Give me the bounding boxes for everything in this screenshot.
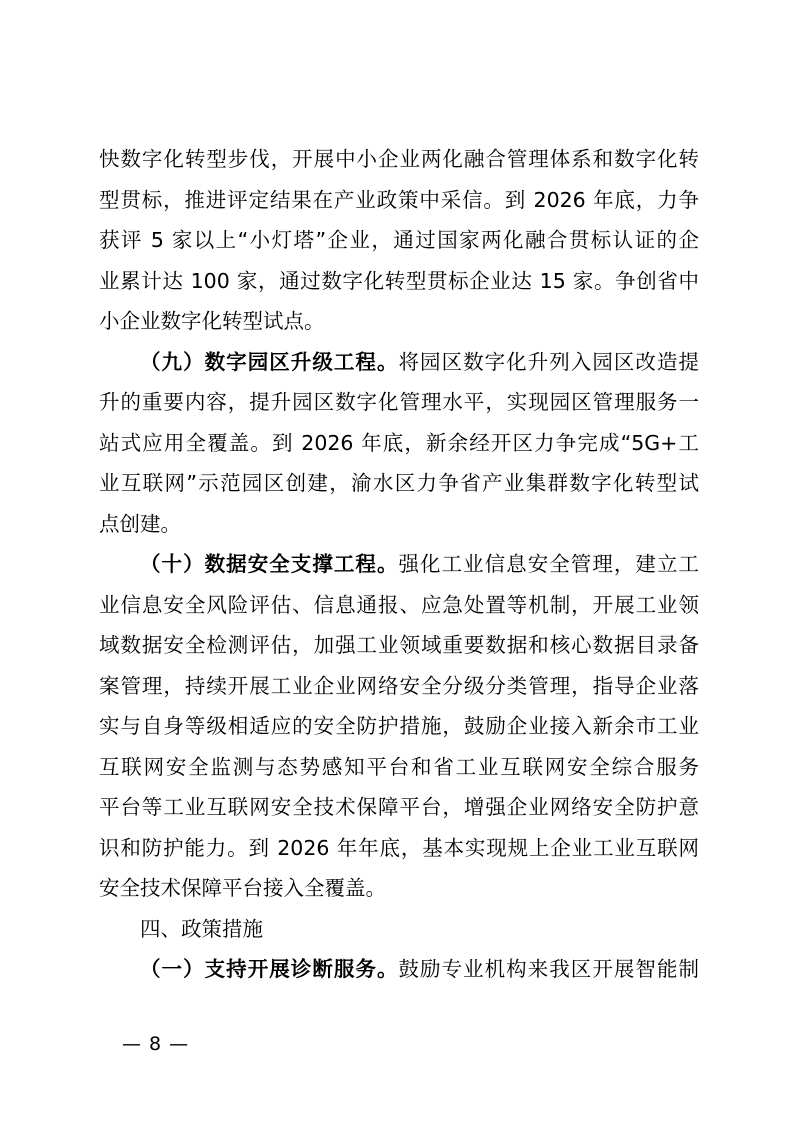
text-line bbox=[99, 706, 699, 747]
line-text: 四、政策措施 bbox=[140, 916, 263, 941]
section-heading bbox=[99, 909, 699, 950]
line-text: 点创建。 bbox=[99, 511, 181, 536]
text-line bbox=[99, 342, 699, 383]
line-text: 快数字化转型步伐，开展中小企业两化融合管理体系和数字化转 bbox=[99, 147, 699, 171]
line-text: 获评 5 家以上“小灯塔”企业，通过国家两化融合贯标认证的企 bbox=[99, 228, 699, 252]
text-line bbox=[99, 787, 699, 828]
line-text: 业互联网”示范园区创建，渝水区力争省产业集群数字化转型试 bbox=[99, 471, 699, 495]
text-line bbox=[99, 949, 699, 990]
line-text: 站式应用全覆盖。到 2026 年底，新余经开区力争完成“5G+工 bbox=[99, 430, 699, 455]
text-line bbox=[99, 301, 699, 342]
text-line bbox=[99, 220, 699, 261]
line-text: 互联网安全监测与态势感知平台和省工业互联网安全综合服务 bbox=[99, 754, 699, 779]
line-text: 升的重要内容，提升园区数字化管理水平，实现园区管理服务一 bbox=[99, 390, 699, 414]
paragraph-lead: （九）数字园区升级工程。 bbox=[140, 349, 399, 374]
line-text: 型贯标，推进评定结果在产业政策中采信。到 2026 年底，力争 bbox=[99, 187, 699, 212]
line-text: 将园区数字化升列入园区改造提 bbox=[398, 349, 700, 374]
page-number: — 8 — bbox=[122, 1033, 190, 1055]
text-line bbox=[99, 180, 699, 221]
text-line bbox=[99, 625, 699, 666]
line-text: 平台等工业互联网安全技术保障平台，增强企业网络安全防护意 bbox=[99, 795, 699, 819]
paragraph-lead: （十）数据安全支撑工程。 bbox=[140, 552, 399, 576]
line-text: 业累计达 100 家，通过数字化转型贯标企业达 15 家。争创省中 bbox=[99, 268, 699, 293]
text-line bbox=[99, 382, 699, 423]
text-line bbox=[99, 504, 699, 545]
text-line bbox=[99, 423, 699, 464]
line-text: 识和防护能力。到 2026 年年底，基本实现规上企业工业互联网 bbox=[99, 835, 699, 860]
text-line bbox=[99, 463, 699, 504]
line-text: 域数据安全检测评估，加强工业领域重要数据和核心数据目录备 bbox=[99, 633, 699, 657]
line-text: 实与自身等级相适应的安全防护措施，鼓励企业接入新余市工业 bbox=[99, 714, 699, 738]
line-text: 案管理，持续开展工业企业网络安全分级分类管理，指导企业落 bbox=[99, 673, 699, 698]
line-text: 强化工业信息安全管理，建立工 bbox=[398, 552, 700, 576]
line-text: 安全技术保障平台接入全覆盖。 bbox=[99, 876, 386, 900]
text-line bbox=[99, 544, 699, 585]
text-line bbox=[99, 139, 699, 180]
text-line bbox=[99, 828, 699, 869]
text-block bbox=[99, 139, 699, 990]
text-line bbox=[99, 585, 699, 626]
text-line bbox=[99, 666, 699, 707]
text-line bbox=[99, 747, 699, 788]
text-line bbox=[99, 868, 699, 909]
line-text: 鼓励专业机构来我区开展智能制 bbox=[398, 957, 700, 981]
line-text: 小企业数字化转型试点。 bbox=[99, 309, 325, 333]
paragraph-lead: （一）支持开展诊断服务。 bbox=[140, 957, 399, 981]
text-line bbox=[99, 261, 699, 302]
line-text: 业信息安全风险评估、信息通报、应急处置等机制，开展工业领 bbox=[99, 592, 699, 617]
